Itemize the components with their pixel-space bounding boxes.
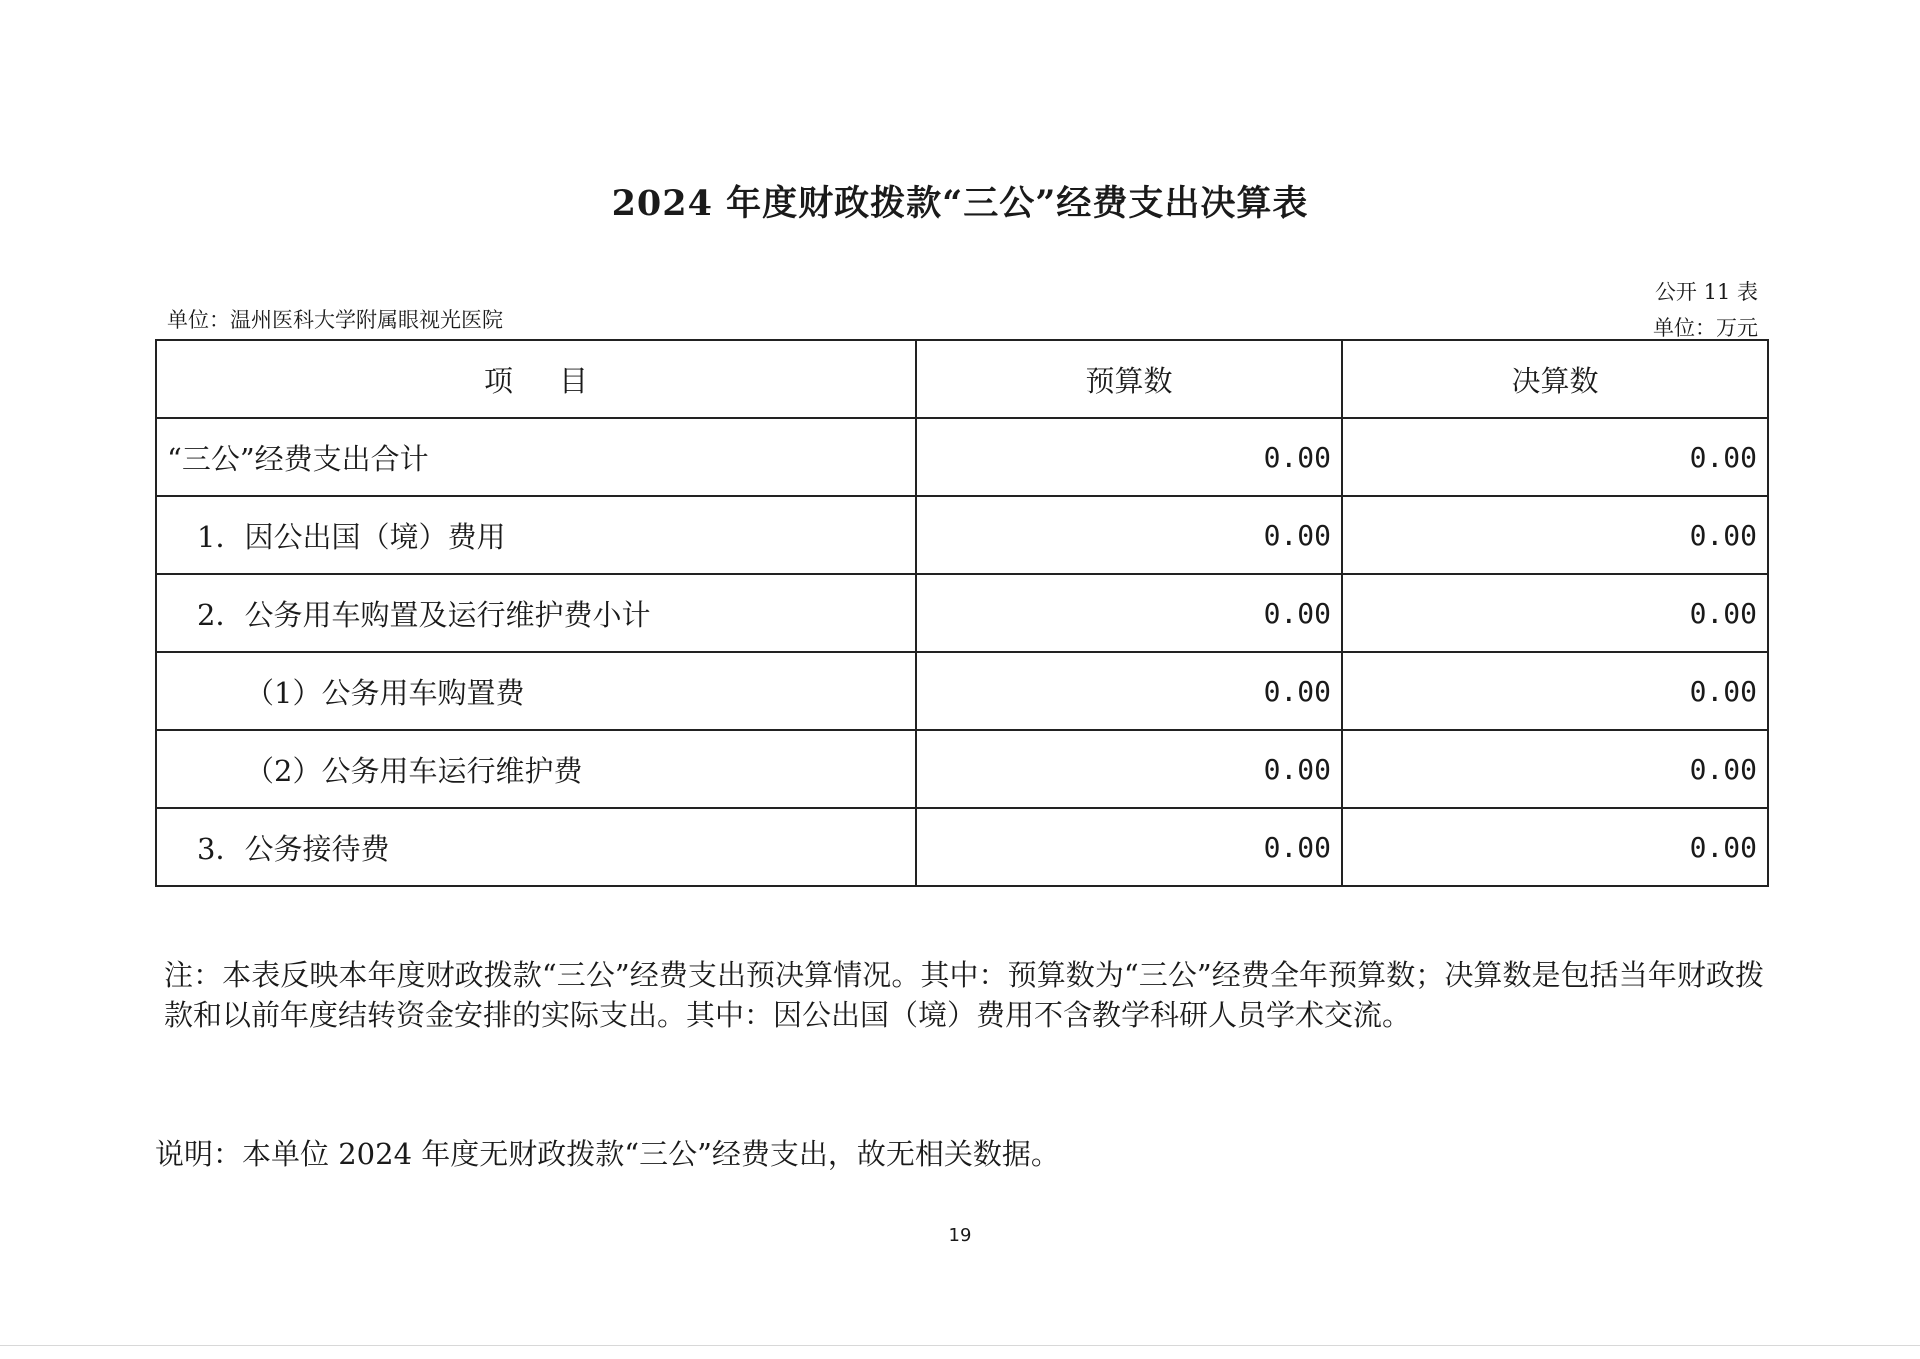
expenditure-table	[155, 339, 1769, 887]
row-budget-value: 0.00	[916, 808, 1342, 886]
row-budget-value: 0.00	[916, 652, 1342, 730]
row-item-label: （1）公务用车购置费	[156, 652, 916, 730]
row-budget-value: 0.00	[916, 574, 1342, 652]
row-final-value: 0.00	[1342, 418, 1768, 496]
row-final-value: 0.00	[1342, 574, 1768, 652]
row-budget-value: 0.00	[916, 418, 1342, 496]
explanation-text: 说明：本单位 2024 年度无财政拨款“三公”经费支出，故无相关数据。	[155, 1137, 1060, 1171]
row-item-label: 2．公务用车购置及运行维护费小计	[156, 574, 916, 652]
row-final-value: 0.00	[1342, 730, 1768, 808]
row-final-value: 0.00	[1342, 652, 1768, 730]
table-row	[156, 496, 1768, 574]
row-final-value: 0.00	[1342, 496, 1768, 574]
row-item-label: 3．公务接待费	[156, 808, 916, 886]
table-row	[156, 730, 1768, 808]
row-budget-value: 0.00	[916, 730, 1342, 808]
table-row	[156, 652, 1768, 730]
row-item-label: 1．因公出国（境）费用	[156, 496, 916, 574]
unit-currency: 单位：万元	[1653, 316, 1758, 340]
header-final: 决算数	[1342, 340, 1768, 418]
page-number: 19	[948, 1225, 972, 1246]
page-bottom-divider	[0, 1345, 1920, 1346]
row-budget-value: 0.00	[916, 496, 1342, 574]
table-row	[156, 418, 1768, 496]
header-budget: 预算数	[916, 340, 1342, 418]
table-note: 注：本表反映本年度财政拨款“三公”经费支出预决算情况。其中：预算数为“三公”经费全年预算数；决算数是包括当年财政拨款和以前年度结转资金安排的实际支出。其中：因公出国（境）费用不含教学科研人员学术交流。	[164, 958, 1764, 1032]
unit-organization: 单位：温州医科大学附属眼视光医院	[167, 308, 503, 332]
table-row	[156, 808, 1768, 886]
table-header-row	[156, 340, 1768, 418]
form-number: 公开 11 表	[1654, 280, 1758, 304]
row-final-value: 0.00	[1342, 808, 1768, 886]
row-item-label: （2）公务用车运行维护费	[156, 730, 916, 808]
header-item: 项目	[156, 340, 916, 418]
table-row	[156, 574, 1768, 652]
row-item-label: “三公”经费支出合计	[156, 418, 916, 496]
page-title: 2024 年度财政拨款“三公”经费支出决算表	[611, 183, 1309, 224]
